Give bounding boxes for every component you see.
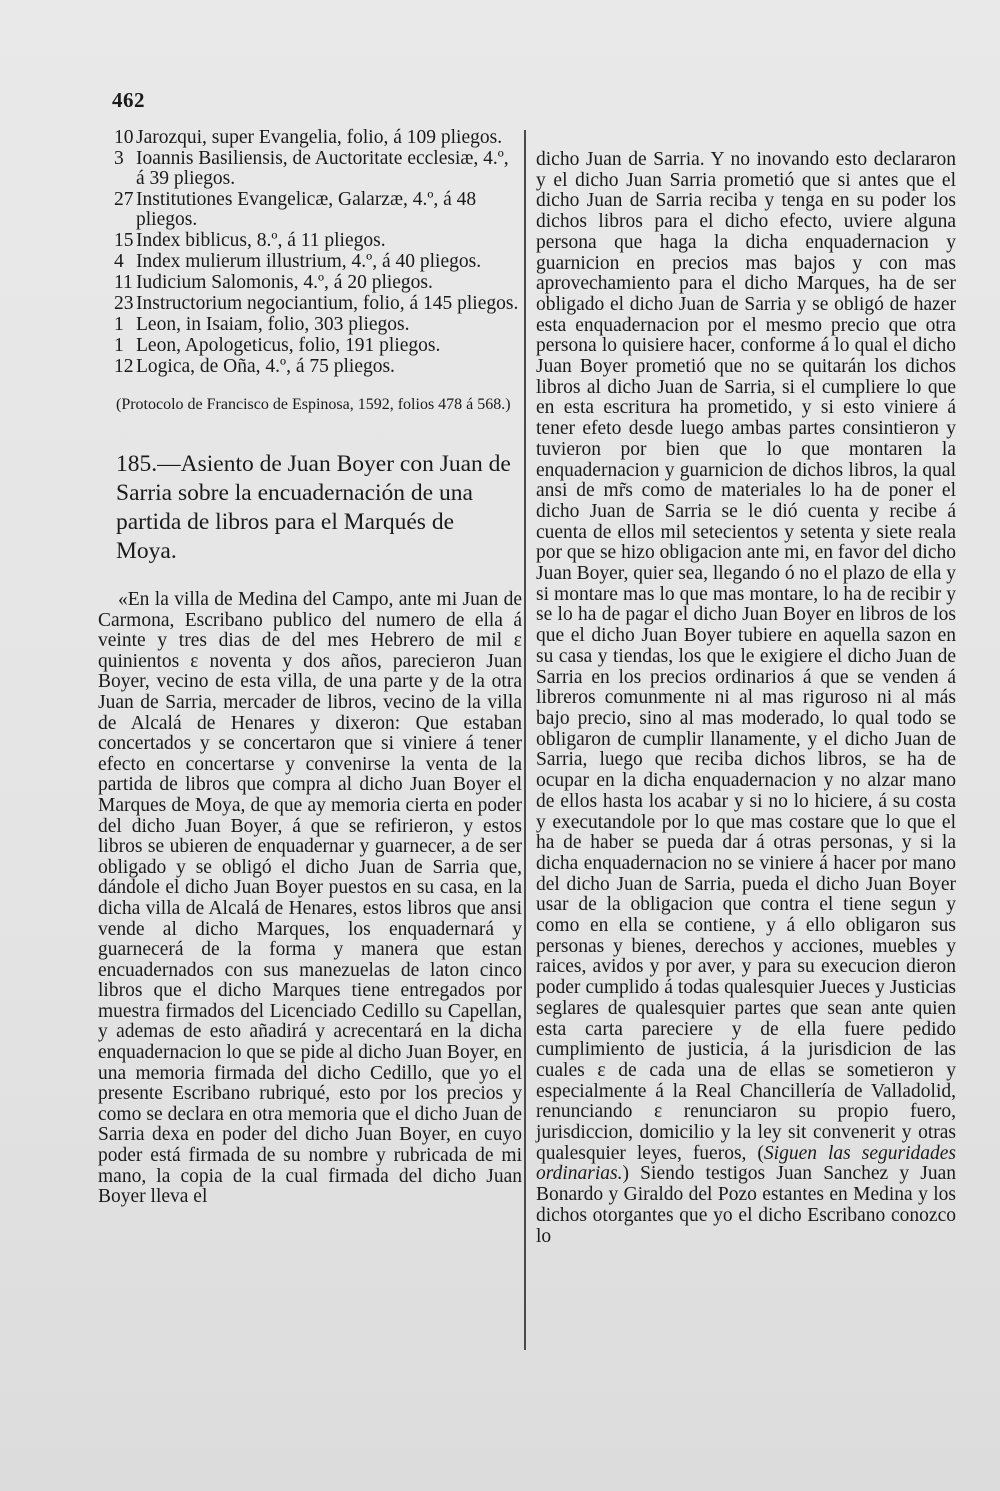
entry-quantity: 27 xyxy=(114,189,134,210)
body-paragraph xyxy=(536,150,956,1247)
entry-quantity: 15 xyxy=(114,230,134,251)
entry-text: Jarozqui, super Evangelia, folio, á 109 pliegos. xyxy=(136,127,503,148)
inventory-entry xyxy=(98,357,522,377)
entry-text: Leon, in Isaiam, folio, 303 pliegos. xyxy=(136,314,410,335)
inventory-entry xyxy=(98,231,522,251)
inventory-entry xyxy=(98,190,522,230)
entry-quantity: 11 xyxy=(114,272,133,293)
entry-text: Ioannis Basiliensis, de Auctoritate ecclesiæ, 4.º, á 39 pliegos. xyxy=(136,148,509,189)
right-column xyxy=(536,150,956,1247)
left-body xyxy=(98,590,522,1208)
column-divider xyxy=(524,130,526,1350)
entry-quantity: 3 xyxy=(114,148,124,169)
entry-quantity: 12 xyxy=(114,356,134,377)
entry-text: Index biblicus, 8.º, á 11 pliegos. xyxy=(136,230,386,251)
inventory-entry xyxy=(98,252,522,272)
entry-quantity: 23 xyxy=(114,293,134,314)
entry-quantity: 4 xyxy=(114,251,124,272)
inventory-entry xyxy=(98,273,522,293)
body-text-end: ) Siendo testigos Juan Sanchez y Juan Bonardo y Giraldo del Pozo estantes en Medina y los dichos otorgantes que yo el dicho Escribano conozco lo xyxy=(536,1163,956,1247)
inventory-entry xyxy=(98,128,522,148)
right-body xyxy=(536,150,956,1247)
body-paragraph: «En la villa de Medina del Campo, ante mi Juan de Carmona, Escribano publico del numero de ella á veinte y tres dias de del mes Hebrero de mil ɛ quinientos ɛ noventa y dos años, parecieron Juan Boyer, vecino de esta villa, de una parte y de la otra Juan de Sarria, mercader de libros, vecino de la villa de Alcalá de Henares y dixeron: Que estaban concertados y se concertaron que si viniere á tener efecto en concertarse y convenirse la venta de la partida de libros que compra al dicho Juan Boyer el Marques de Moya, de que ay memoria cierta en poder del dicho Juan Boyer, á que se refirieron, y estos libros se ubieren de enquadernar y guarnecer, a de ser obligado y se obligó el dicho Juan de Sarria que, dándole el dicho Juan Boyer puestos en su casa, en la dicha villa de Alcalá de Henares, estos libros que ansi vende al dicho Marques, los enquadernará y guarnecerá de la forma y manera que estan encuadernados con sus manezuelas de laton cinco libros que el dicho Marques tiene entregados por muestra firmados del Licenciado Cedillo su Capellan, y ademas de esto añadirá y acrecentará en la dicha enquadernacion lo que se pide al dicho Juan Boyer, en una memoria firmada del dicho Cedillo, que yo el presente Escribano rubriqué, esto por los precios y como se declara en otra memoria que el dicho Juan de Sarria dexa en poder del dicho Juan Boyer, en cuyo poder está firmada de su nombre y rubricada de mi mano, la copia de la cual firmada del dicho Juan Boyer lleva el xyxy=(98,589,522,1208)
entry-text: Iudicium Salomonis, 4.º, á 20 pliegos. xyxy=(136,272,433,293)
entry-quantity: 1 xyxy=(114,314,124,335)
source-note: (Protocolo de Francisco de Espinosa, 1592, folios 478 á 568.) xyxy=(116,396,511,413)
entry-text: Index mulierum illustrium, 4.º, á 40 pliegos. xyxy=(136,251,482,272)
inventory-entry xyxy=(98,294,522,314)
body-text-italic: Siguen las seguridades ordinarias. xyxy=(536,1142,956,1185)
page-number: 462 xyxy=(112,88,145,112)
inventory-list xyxy=(98,128,522,377)
entry-text: Logica, de Oña, 4.º, á 75 pliegos. xyxy=(136,356,395,377)
entry-quantity: 1 xyxy=(114,335,124,356)
left-column xyxy=(98,128,522,1208)
entry-heading: 185.—Asiento de Juan Boyer con Juan de Sarria sobre la encuadernación de una partida de libros para el Marqués de Moya. xyxy=(116,451,511,564)
entry-text: Leon, Apologeticus, folio, 191 pliegos. xyxy=(136,335,441,356)
inventory-entry xyxy=(98,336,522,356)
entry-quantity: 10 xyxy=(114,127,134,148)
body-text-main: dicho Juan de Sarria. Y no inovando esto declararon y el dicho Juan Sarria prometió que si antes que el dicho Juan de Sarria reciba y tenga en su poder los dichos libros para el dicho efecto, uviere alguna persona que haga la dicha enquadernacion y guarnicion en precios mas bajos y con mas aprovechamiento para el dicho Marques, ha de ser obligado el dicho Juan de Sarria y se obligó de hazer esta enquadernacion por el mesmo precio que otra persona lo quisiere hacer, conforme á lo qual el dicho Juan Boyer prometió que no se quitarán los dichos libros al dicho Juan de Sarria, si el cumpliere lo que en esta escritura ha prometido, y si esto viniere á tener efeto desde luego ambas partes consintieron y tuvieron por bien que lo que montaren la enquadernacion y guarnicion de dichos libros, la qual ansi de mr̃s como de materiales lo ha de poner el dicho Juan de Sarria se le dió cuenta y recibe á cuenta de ellos mil setecientos y setenta y siete reala por que se hizo obligacion ante mi, en favor del dicho Juan Boyer, quier sea, llegando ó no el plazo de ella y si montare mas lo que mas montare, lo ha de recibir y se lo ha de pagar el dicho Juan Boyer en libros de los que el dicho Juan Boyer tubiere en aquella sazon en su casa y tiendas, los que le exigiere el dicho Juan de Sarria en los precios ordinarios á que se venden á libreros comunmente ni al mas riguroso ni al más bajo precio, sino al mas moderado, lo qual todo se obligaron de cumplir llanamente, y el dicho Juan de Sarria, luego que reciba dichos libros, se ha de ocupar en la dicha enquadernacion y no alzar mano de ellos hasta los acabar y si no lo hiciere, á su costa y executandole por lo que mas costare que lo que el ha de haber se pueda dar á otras personas, y si la dicha enquadernacion no se viniere á hacer por mano del dicho Juan de Sarria, pueda el dicho Juan Boyer usar de la obligacion que contra el tiene segun y como en ella se contiene, y á ello obligaron sus personas y bienes, derechos y acciones, muebles y raices, avidos y por aver, y para su execucion dieron poder cumplido á todas qualesquier Jueces y Justicias seglares de qualesquier partes que sean ante quien esta carta pareciere y de ella fuere pedido cumplimiento de justicia, á la jurisdicion de las cuales ɛ de cada una de ellas se sometieron y especialmente á la Real Chancillería de Valladolid, renunciando ɛ renunciaron su propio fuero, jurisdiccion, domicilio y la ley sit convenerit y otras qualesquier leyes, fueros, ( xyxy=(536,149,956,1164)
entry-text: Institutiones Evangelicæ, Galarzæ, 4.º, á 48 pliegos. xyxy=(136,189,477,230)
entry-text: Instructorium negociantium, folio, á 145 pliegos. xyxy=(136,293,519,314)
inventory-entry xyxy=(98,149,522,189)
inventory-entry xyxy=(98,315,522,335)
